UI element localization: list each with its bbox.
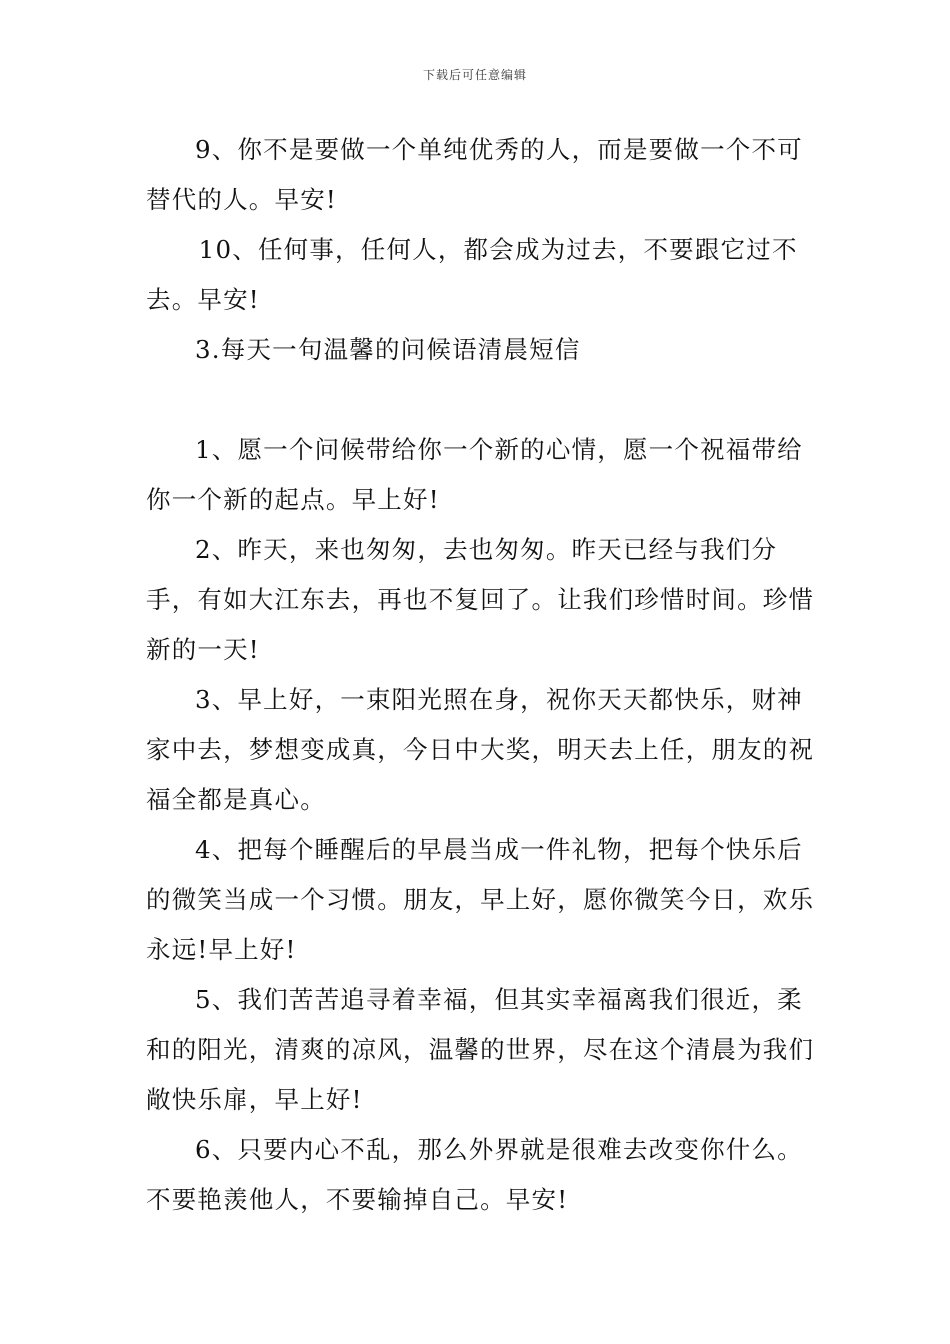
header-note: 下载后可任意编辑 [422, 68, 527, 82]
paragraph-item-5: 5、我们苦苦追寻着幸福，但其实幸福离我们很近，柔和的阳光，清爽的凉风，温馨的世界，尽在这个清晨为我们敞快乐扉，早上好! [146, 985, 815, 1114]
paragraph-item-3: 3、早上好，一束阳光照在身，祝你天天都快乐，财神家中去，梦想变成真，今日中大奖，明天去上任，朋友的祝福全都是真心。 [146, 685, 815, 814]
section-heading: 3.每天一句温馨的问候语清晨短信 [195, 335, 581, 364]
paragraph-item-9: 9、你不是要做一个单纯优秀的人，而是要做一个不可替代的人。早安! [146, 135, 803, 214]
paragraph-item-10: 10、任何事，任何人，都会成为过去，不要跟它过不去。早安! [146, 235, 798, 314]
blank-line [146, 375, 816, 425]
paragraph-item-4: 4、把每个睡醒后的早晨当成一件礼物，把每个快乐后的微笑当成一个习惯。朋友，早上好，愿你微笑今日，欢乐永远!早上好! [146, 835, 815, 964]
document-body [146, 125, 816, 1225]
paragraph-item-6: 6、只要内心不乱，那么外界就是很难去改变你什么。不要艳羡他人，不要输掉自己。早安! [146, 1135, 803, 1214]
paragraph-item-2: 2、昨天，来也匆匆，去也匆匆。昨天已经与我们分手，有如大江东去，再也不复回了。让我们珍惜时间。珍惜新的一天! [146, 535, 815, 664]
paragraph-item-1: 1、愿一个问候带给你一个新的心情，愿一个祝福带给你一个新的起点。早上好! [146, 435, 803, 514]
